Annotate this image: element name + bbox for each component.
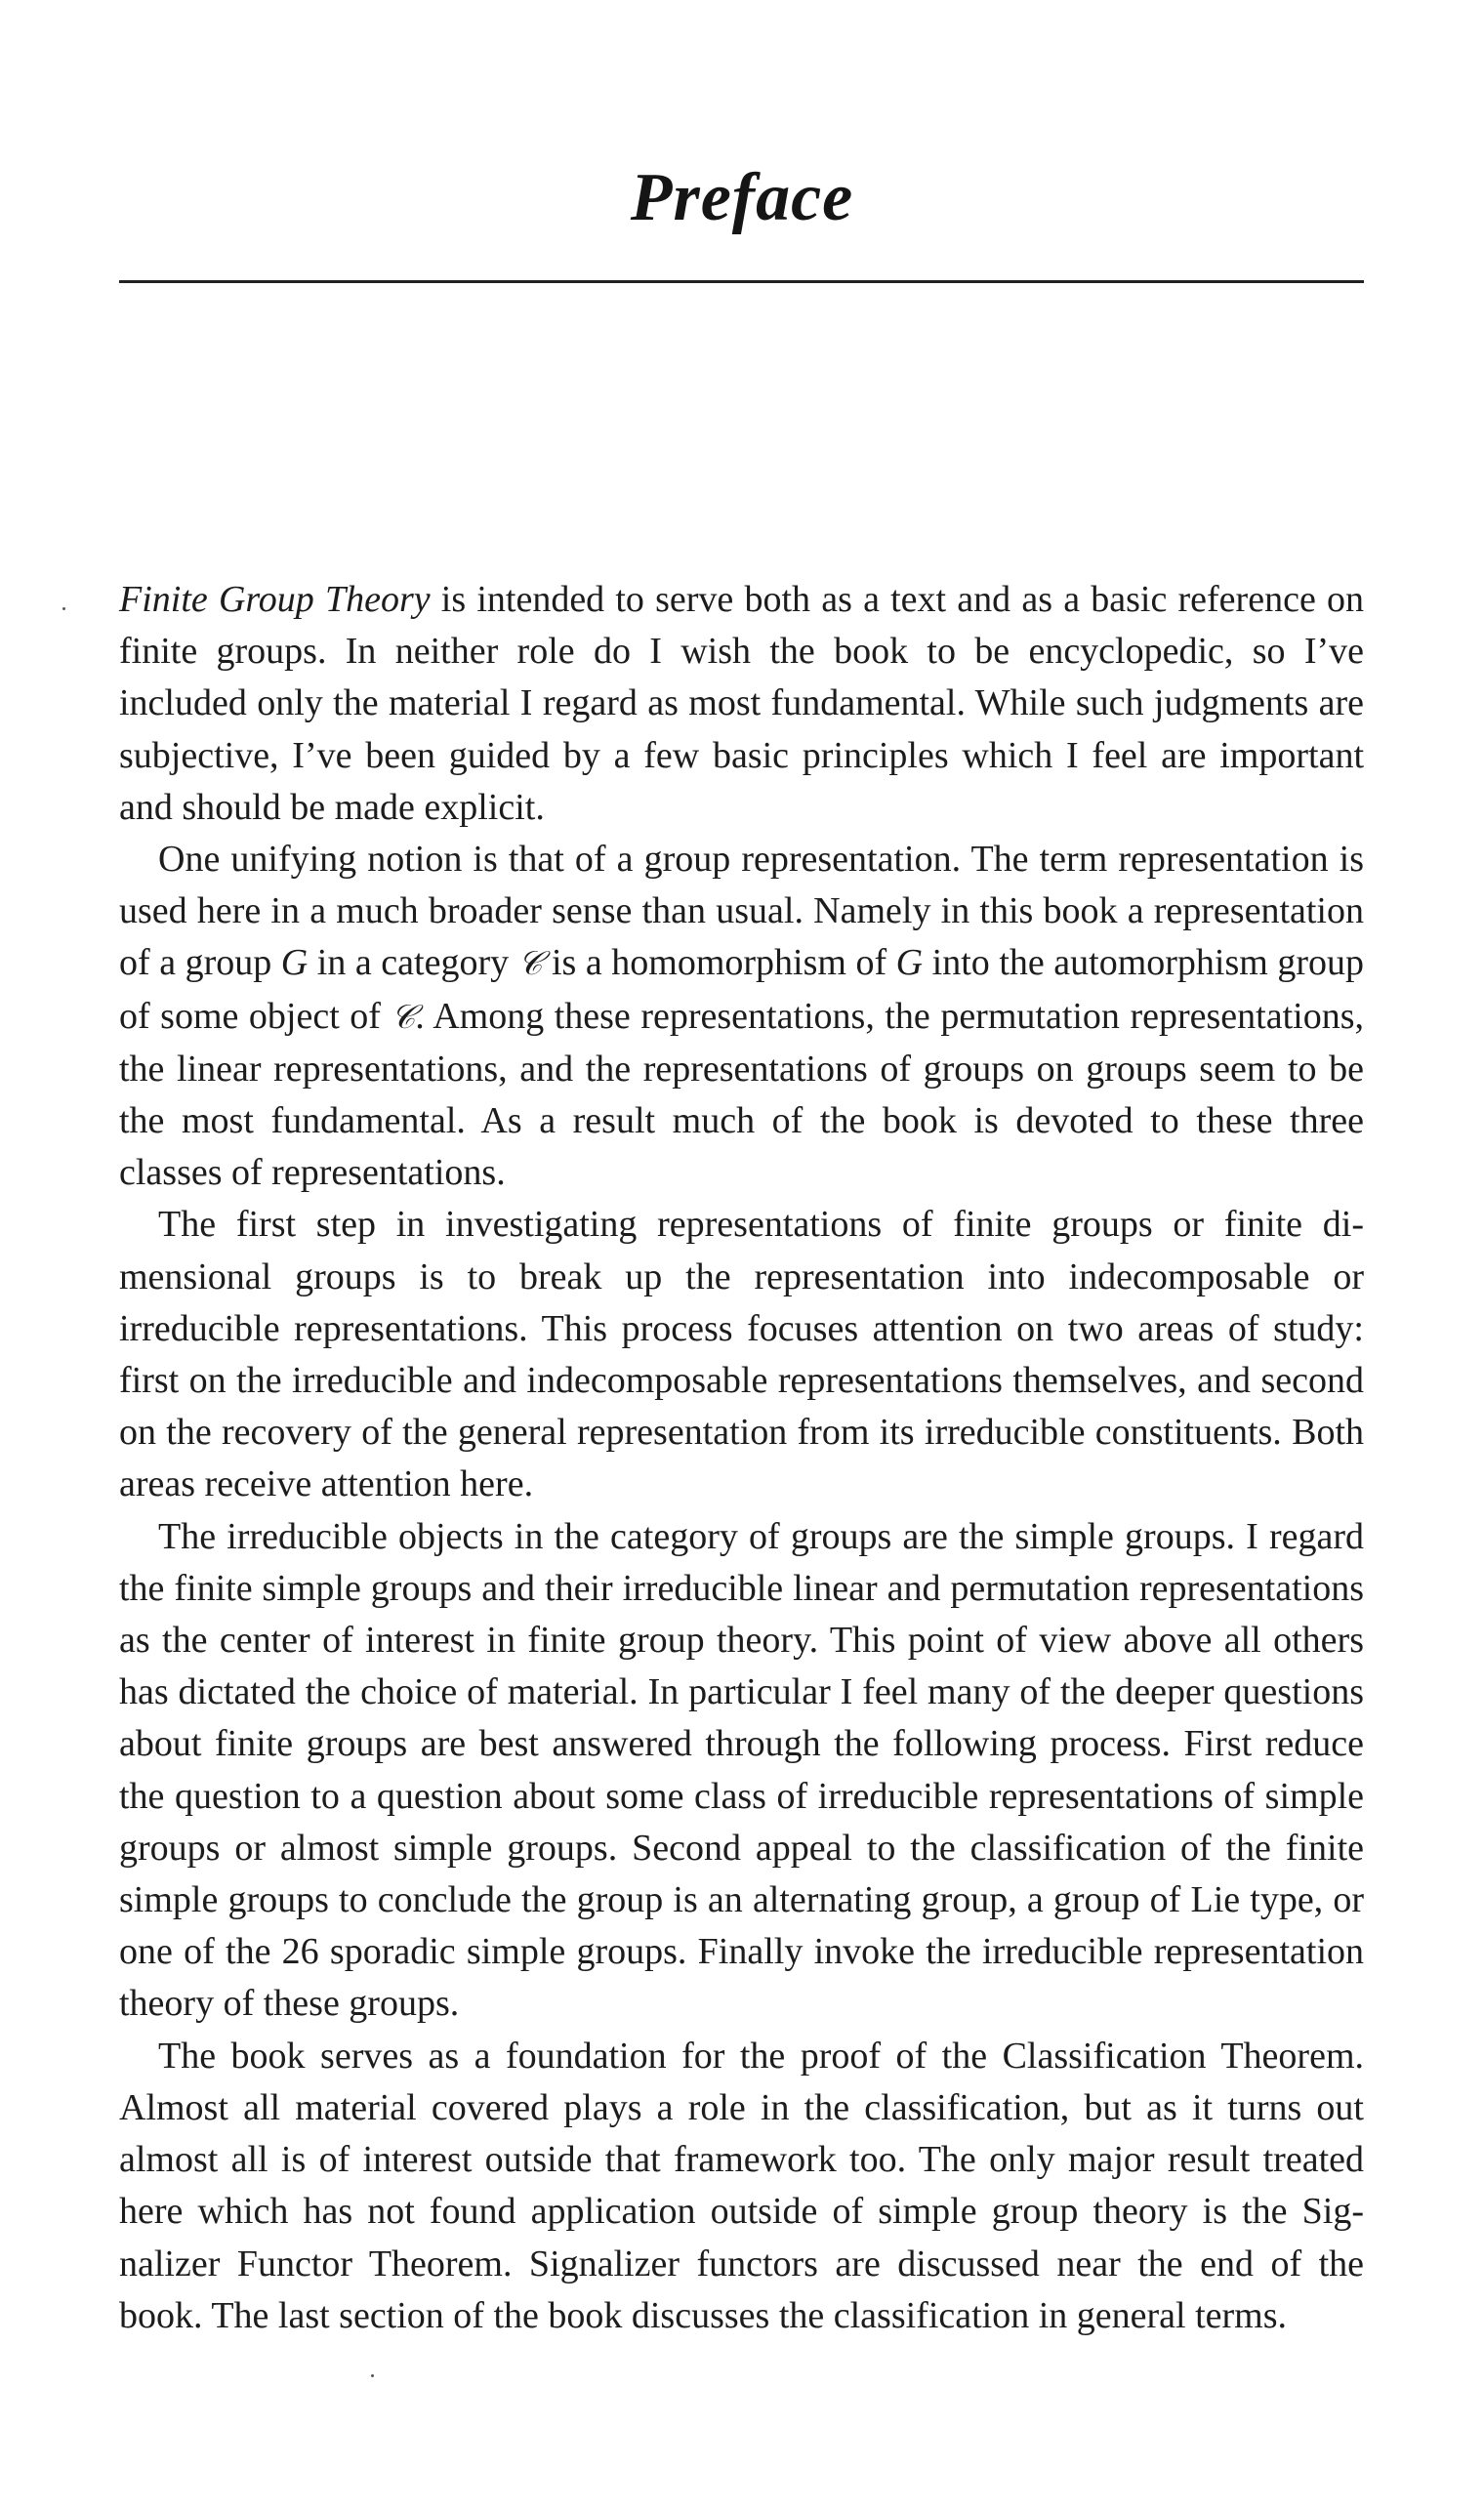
group-variable: G <box>280 942 309 984</box>
group-variable: G <box>895 942 924 984</box>
category-symbol: 𝒞 <box>391 997 416 1037</box>
paragraph-4: The irreducible objects in the category of groups are the simple groups. I regard the finite simple groups and their irreducible linear and permutation representations as the center of interest in finite group theory. This point of view above all others has dictated the choice of material. In particular I feel many of the deeper questions about finite groups are best answered through the following process. First reduce the question to a question about some class of irreducible representations of simple groups or almost simple groups. Second appeal to the classification of the finite simple groups to conclude the group is an alternating group, a group of Lie type, or one of the 26 sporadic simple groups. Finally invoke the irreducible representation theory of these groups. <box>119 1515 1364 2025</box>
paragraph-2 <box>119 834 1364 1199</box>
paragraph-2-text-c: is a homomorphism of <box>542 942 896 984</box>
paragraph-1 <box>119 574 1364 834</box>
paragraph-2-text-d: into the automorphism group of some object of <box>119 942 1365 1037</box>
preface-body <box>119 574 1364 2342</box>
scan-speck <box>62 607 65 610</box>
paragraph-3: The first step in investigating representations of finite groups or finite dimensional groups is to break up the representation into indecomposable or irreducible representations. This process focuses attention on two areas of study: first on the irreducible and indecomposable representations themselves, and second on the recovery of the general representation from its irreducible constituents. Both areas receive attention here. <box>119 1204 1364 1505</box>
title-rule <box>119 280 1364 283</box>
scan-speck <box>371 2374 374 2377</box>
paragraph-2-text-b: in a category <box>308 942 518 984</box>
paragraph-1-text: is intended to serve both as a text and as a basic reference on finite groups. In neither role do I wish the book to be encyclopedic, so I’ve included only the material I regard as most fundamental. While such judgments are subjective, I’ve been guided by a few basic principles which I feel are important and should be made explicit. <box>119 579 1364 828</box>
page-title: Preface <box>630 160 854 235</box>
book-title: Finite Group Theory <box>119 579 431 620</box>
paragraph-2-text-a: One unifying notion is that of a group representation. The term representation is used here in a much broader sense than usual. Namely in this book a representation of a group <box>119 839 1364 984</box>
category-symbol: 𝒞 <box>517 944 543 984</box>
paragraph-5: The book serves as a foundation for the proof of the Classification Theorem. Almost all material covered plays a role in the classification, but as it turns out almost all is of interest outside that framework too. The only major result treated here which has not found application outside of simple group theory is the Signalizer Functor Theorem. Signalizer functors are discussed near the end of the book. The last section of the book discusses the classification in general terms. <box>119 2035 1364 2336</box>
paragraph-2-text-e: . Among these representations, the permutation representations, the linear representations, and the representations of groups on groups seem to be the most fundamental. As a result much of the book is devoted to these three classes of representations. <box>119 995 1364 1194</box>
